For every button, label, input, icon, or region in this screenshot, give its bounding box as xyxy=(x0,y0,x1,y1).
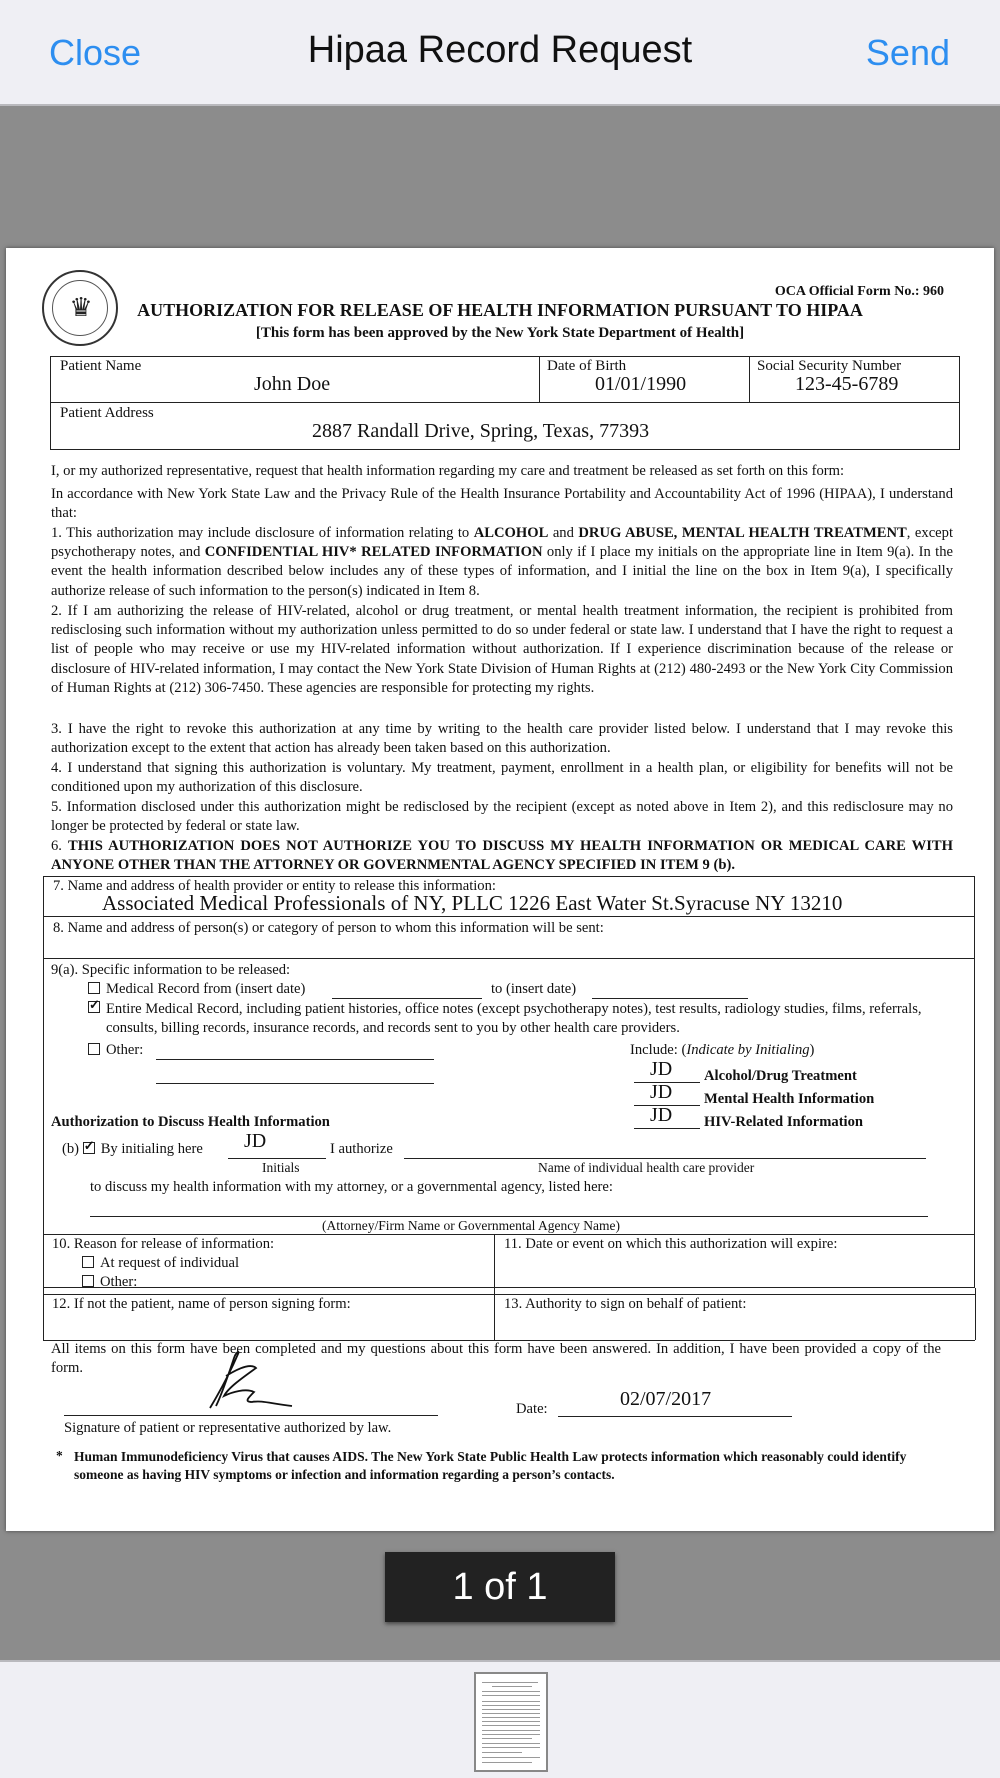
divider xyxy=(43,1234,44,1340)
to-date-line[interactable] xyxy=(592,998,748,999)
ssn-label: Social Security Number xyxy=(757,358,902,374)
address-value: 2887 Randall Drive, Spring, Texas, 77393 xyxy=(312,420,650,442)
to-date-label: to (insert date) xyxy=(491,981,577,997)
from-date-line[interactable] xyxy=(332,998,482,999)
attorney-line[interactable] xyxy=(90,1216,928,1217)
alcohol-label: Alcohol/Drug Treatment xyxy=(704,1068,857,1084)
item-9a-label: 9(a). Specific information to be released: xyxy=(51,962,291,978)
item-3: 3. I have the right to revoke this authorization at any time by writing to the health care provider listed below. I understand that I may revoke this authorization except to the extent that action has already been taken based on this authorization. xyxy=(51,721,953,757)
mental-initials: JD xyxy=(650,1081,673,1103)
item-13-label: 13. Authority to sign on behalf of patient: xyxy=(504,1296,747,1312)
auth-discuss-heading: Authorization to Discuss Health Information xyxy=(51,1114,330,1130)
divider xyxy=(43,916,975,917)
item-10-label: 10. Reason for release of information: xyxy=(52,1236,275,1252)
at-request-option[interactable]: At request of individual xyxy=(82,1255,239,1272)
item-11-label: 11. Date or event on which this authorization will expire: xyxy=(504,1236,838,1252)
date-line[interactable] xyxy=(558,1416,792,1417)
attorney-caption: (Attorney/Firm Name or Governmental Agency Name) xyxy=(322,1218,621,1233)
divider xyxy=(539,356,540,402)
signature-icon xyxy=(202,1348,302,1410)
item-2: 2. If I am authorizing the release of HIV-related, alcohol or drug treatment, or mental health treatment information, the recipient is prohibited from redisclosing such information without my authorization unless permitted to do so under federal or state law. I understand that I have the right to request a list of people who may receive or use my HIV-related information without authorization. If I experience discrimination because of the release or disclosure of HIV-related information, I may contact the New York State Division of Human Rights at (212) 480-2493 or the New York City Commission of Human Rights at (212) 306-7450. These agencies are responsible for protecting my rights. xyxy=(51,603,953,696)
dob-value: 01/01/1990 xyxy=(595,373,687,395)
patient-name-label: Patient Name xyxy=(60,358,142,374)
b-initials: JD xyxy=(244,1130,267,1152)
state-seal-icon: ♛ xyxy=(42,270,118,346)
other-reason-option[interactable]: Other: xyxy=(82,1274,137,1291)
hiv-initial-line[interactable] xyxy=(634,1128,700,1129)
signature-caption: Signature of patient or representative authorized by law. xyxy=(64,1420,392,1436)
item-7-label: 7. Name and address of health provider or entity to release this information: xyxy=(53,878,496,894)
item-5: 5. Information disclosed under this authorization might be redisclosed by the recipient (except as noted above in Item 2), and this redisclosure may no longer be protected by federal or state law. xyxy=(51,799,953,835)
mental-label: Mental Health Information xyxy=(704,1091,875,1107)
checkbox-icon[interactable] xyxy=(82,1275,94,1287)
provider-name-line[interactable] xyxy=(404,1158,926,1159)
provider-caption: Name of individual health care provider xyxy=(538,1160,755,1175)
other-line[interactable] xyxy=(156,1083,434,1084)
divider xyxy=(975,1288,976,1340)
item-1: 1. This authorization may include disclosure of information relating to ALCOHOL and DRUG ABUSE, MENTAL HEALTH TREATMENT, except psychotherapy notes, and CONFIDENTIAL HIV* RELATED INFORMATION only if I place my initials on the appropriate line in Item 9(a). In the event the health information described below includes any of these types of information, and I initial the line on the box in Item 9(a), I specifically authorize release of such information to the person(s) indicated in Item 8. xyxy=(51,525,954,599)
close-button[interactable]: Close xyxy=(49,32,142,73)
intro-text: I, or my authorized representative, request that health information regarding my care and treatment be released as set forth on this form: xyxy=(51,463,845,479)
entire-record-option[interactable] xyxy=(88,1000,106,1017)
all-items-text: All items on this form have been completed and my questions about this form have been answered. In addition, I have been provided a copy of the form. xyxy=(51,1341,941,1377)
checkbox-icon[interactable] xyxy=(88,982,100,994)
send-button[interactable]: Send xyxy=(865,32,950,73)
divider xyxy=(494,1234,495,1340)
item-12-label: 12. If not the patient, name of person signing form: xyxy=(52,1296,351,1312)
item-8-label: 8. Name and address of person(s) or category of person to whom this information will be sent: xyxy=(53,920,604,936)
dob-label: Date of Birth xyxy=(547,358,627,374)
initials-caption: Initials xyxy=(262,1160,300,1175)
form-number: OCA Official Form No.: 960 xyxy=(774,284,944,299)
discuss-text: to discuss my health information with my attorney, or a governmental agency, listed here: xyxy=(90,1179,613,1195)
divider xyxy=(749,356,750,402)
b-initial-line[interactable] xyxy=(228,1158,326,1159)
footnote-text: Human Immunodeficiency Virus that causes AIDS. The New York State Public Health Law protects information which reasonably could identify someone as having HIV symptoms or infection and information regarding a person’s contacts. xyxy=(74,1449,907,1482)
i-authorize-label: I authorize xyxy=(330,1141,393,1157)
form-heading: AUTHORIZATION FOR RELEASE OF HEALTH INFORMATION PURSUANT TO HIPAA xyxy=(137,300,863,320)
include-label: Include: (Indicate by Initialing) xyxy=(630,1042,815,1058)
item-6: 6. THIS AUTHORIZATION DOES NOT AUTHORIZE YOU TO DISCUSS MY HEALTH INFORMATION OR MEDICAL CARE WITH ANYONE OTHER THAN THE ATTORNEY OR GOVERNMENTAL AGENCY SPECIFIED IN ITEM 9 (b). xyxy=(51,838,953,874)
medical-record-option[interactable]: Medical Record from (insert date) xyxy=(88,981,305,998)
checkbox-icon[interactable] xyxy=(88,1043,100,1055)
hiv-label: HIV-Related Information xyxy=(704,1114,864,1130)
date-label: Date: xyxy=(516,1401,548,1417)
entire-record-text: Entire Medical Record, including patient histories, office notes (except psychotherapy notes), test results, radiology studies, films, referrals, consults, billing records, insurance records, and records sent to you by other health care providers. xyxy=(106,1001,922,1036)
address-label: Patient Address xyxy=(60,405,154,421)
patient-name-value: John Doe xyxy=(254,373,331,395)
accordance-text: In accordance with New York State Law and the Privacy Rule of the Health Insurance Portability and Accountability Act of 1996 (HIPAA), I understand that: xyxy=(51,486,953,522)
footnote-star: * xyxy=(56,1448,63,1463)
checked-checkbox-icon[interactable] xyxy=(83,1142,95,1154)
checked-checkbox-icon[interactable] xyxy=(88,1001,100,1013)
item-4: 4. I understand that signing this authorization is voluntary. My treatment, payment, enrollment in a health plan, or eligibility for benefits will not be conditioned upon my authorization of this disclosure. xyxy=(51,760,953,796)
form-subheading: [This form has been approved by the New York State Department of Health] xyxy=(255,325,745,341)
thumbnail-bar xyxy=(0,1660,1000,1778)
checkbox-icon[interactable] xyxy=(82,1256,94,1268)
other-line[interactable] xyxy=(156,1059,434,1060)
divider xyxy=(43,1234,975,1235)
alcohol-initials: JD xyxy=(650,1058,673,1080)
signature-line[interactable] xyxy=(64,1415,438,1416)
document-page xyxy=(6,248,994,1531)
divider xyxy=(43,1294,975,1295)
item-7-value: Associated Medical Professionals of NY, PLLC 1226 East Water St.Syracuse NY 13210 xyxy=(102,891,843,915)
page-indicator: 1 of 1 xyxy=(385,1552,615,1622)
b-option[interactable]: (b) ✓ By initialing here xyxy=(62,1141,203,1158)
hiv-initials: JD xyxy=(650,1104,673,1126)
page-thumbnail[interactable] xyxy=(474,1672,548,1772)
divider xyxy=(50,402,960,403)
divider xyxy=(43,958,975,959)
navigation-bar xyxy=(0,0,1000,106)
page-title: Hipaa Record Request xyxy=(307,29,693,71)
other-option[interactable]: Other: xyxy=(88,1042,143,1059)
date-value: 02/07/2017 xyxy=(620,1388,712,1410)
ssn-value: 123-45-6789 xyxy=(795,373,899,395)
